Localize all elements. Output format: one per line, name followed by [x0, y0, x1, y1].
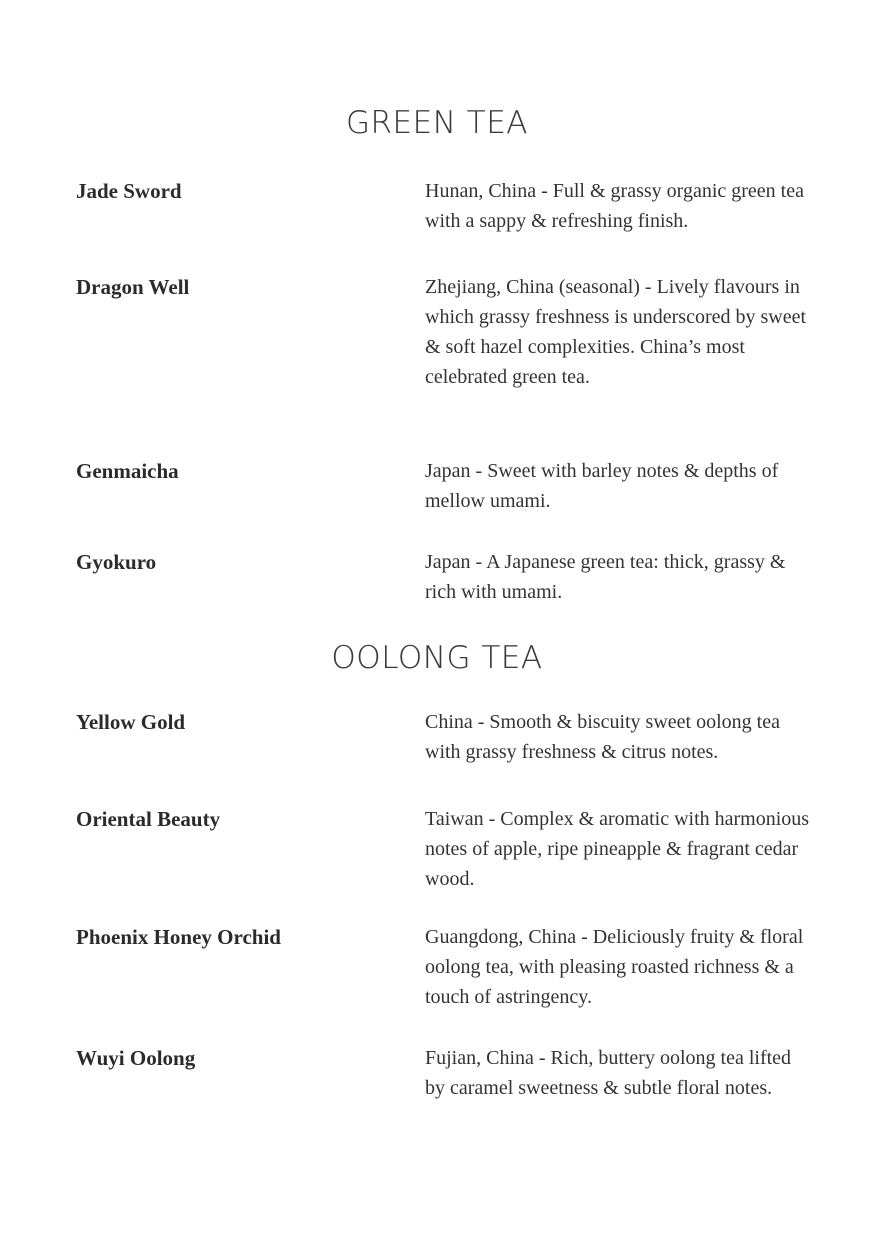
- item-name: Oriental Beauty: [76, 807, 221, 831]
- item-description: China - Smooth & biscuity sweet oolong tea with grassy freshness & citrus notes.: [425, 711, 780, 763]
- item-name: Genmaicha: [76, 459, 179, 483]
- item-description: Zhejiang, China (seasonal) - Lively flavours in which grassy freshness is underscored by sweet & soft hazel complexities. China’s most celebrated green tea.: [425, 276, 807, 388]
- item-description: Guangdong, China - Deliciously fruity & floral oolong tea, with pleasing roasted richness & a touch of astringency.: [425, 926, 804, 1008]
- item-name: Wuyi Oolong: [76, 1046, 196, 1070]
- item-name: Yellow Gold: [76, 710, 186, 734]
- item-name: Jade Sword: [76, 179, 182, 203]
- item-description: Taiwan - Complex & aromatic with harmonious notes of apple, ripe pineapple & fragrant cedar wood.: [425, 808, 810, 890]
- item-name: Dragon Well: [76, 275, 190, 299]
- item-description: Hunan, China - Full & grassy organic green tea with a sappy & refreshing finish.: [425, 180, 804, 232]
- item-name: Gyokuro: [76, 550, 157, 574]
- item-description: Japan - A Japanese green tea: thick, grassy & rich with umami.: [425, 551, 786, 603]
- section-title-oolong-tea: OOLONG TEA: [331, 640, 543, 676]
- section-title-green-tea: GREEN TEA: [345, 105, 528, 141]
- item-description: Fujian, China - Rich, buttery oolong tea lifted by caramel sweetness & subtle floral notes.: [425, 1047, 792, 1099]
- item-description: Japan - Sweet with barley notes & depths of mellow umami.: [425, 460, 779, 512]
- item-name: Phoenix Honey Orchid: [76, 925, 281, 949]
